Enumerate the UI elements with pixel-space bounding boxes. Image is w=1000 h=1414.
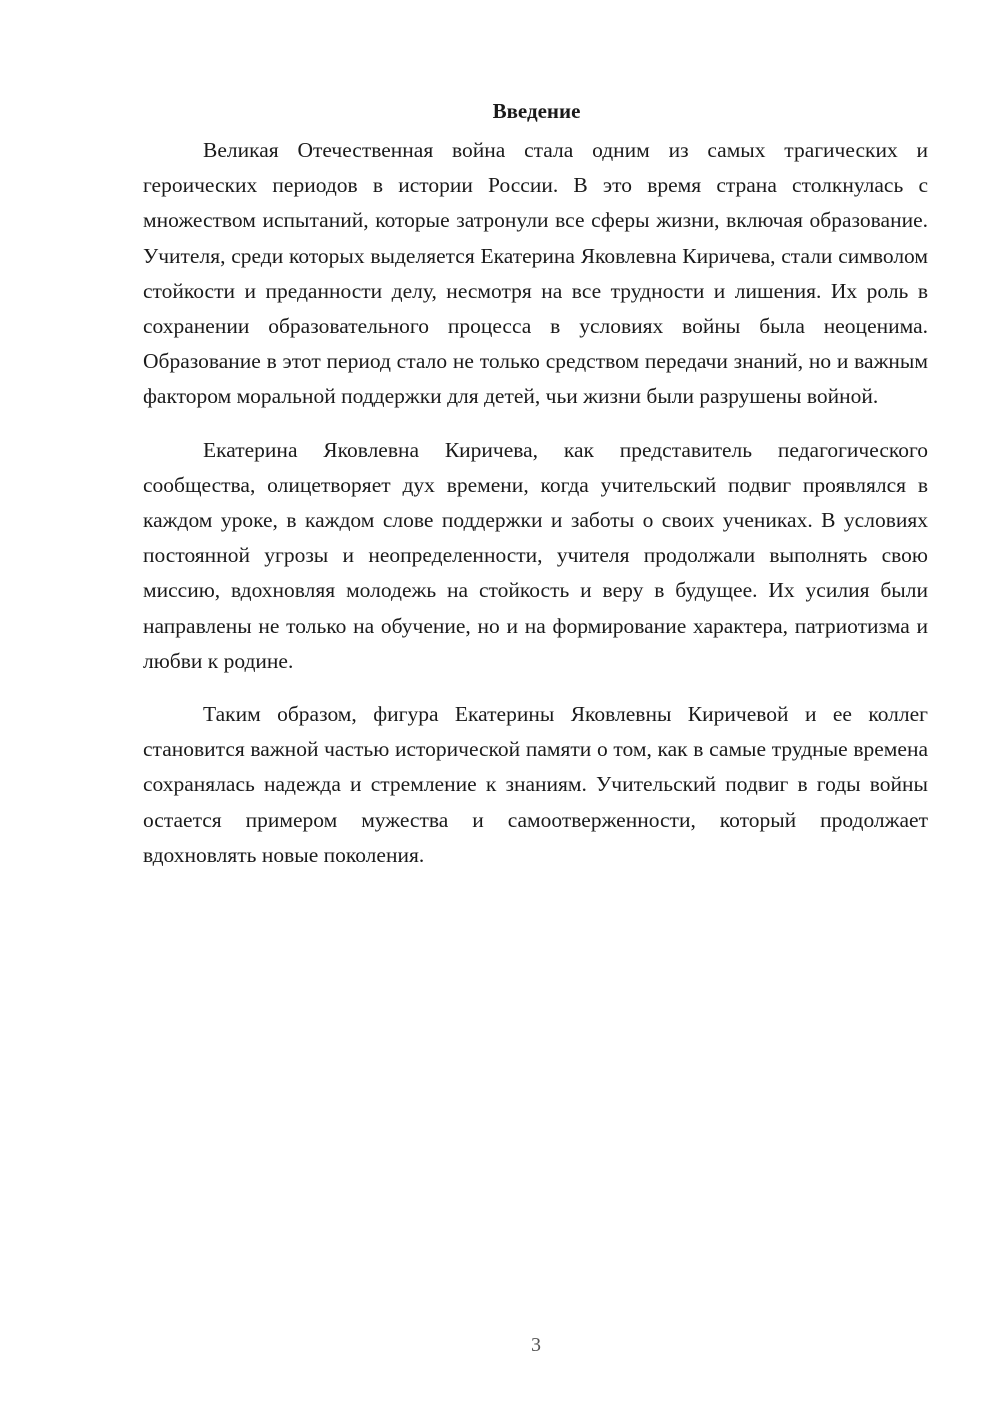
page-number: 3	[531, 1334, 541, 1356]
paragraph-2: Екатерина Яковлевна Киричева, как представитель педагогического сообщества, олицетворяет дух времени, когда учительский подвиг проявлялся в каждом уроке, в каждом слове поддержки и заботы о своих учениках. В условиях постоянной угрозы и неопределенности, учителя продолжали выполнять свою миссию, вдохновляя молодежь на стойкость и веру в будущее. Их усилия были направлены не только на обучение, но и на формирование характера, патриотизма и любви к родине.	[143, 437, 928, 673]
paragraph-3: Таким образом, фигура Екатерины Яковлевны Киричевой и ее коллег становится важной частью исторической памяти о том, как в самые трудные времена сохранялась надежда и стремление к знаниям. Учительский подвиг в годы войны остается примером мужества и самоотверженности, который продолжает вдохновлять новые поколения.	[143, 702, 928, 867]
paragraph-1: Великая Отечественная война стала одним из самых трагических и героических периодов в истории России. В это время страна столкнулась с множеством испытаний, которые затронули все сферы жизни, включая образование. Учителя, среди которых выделяется Екатерина Яковлевна Киричева, стали символом стойкости и преданности делу, несмотря на все трудности и лишения. Их роль в сохранении образовательного процесса в условиях войны была неоценима. Образование в этот период стало не только средством передачи знаний, но и важным фактором моральной поддержки для детей, чьи жизни были разрушены войной.	[143, 138, 928, 409]
section-title: Введение	[492, 99, 581, 123]
page-content	[143, 97, 928, 891]
